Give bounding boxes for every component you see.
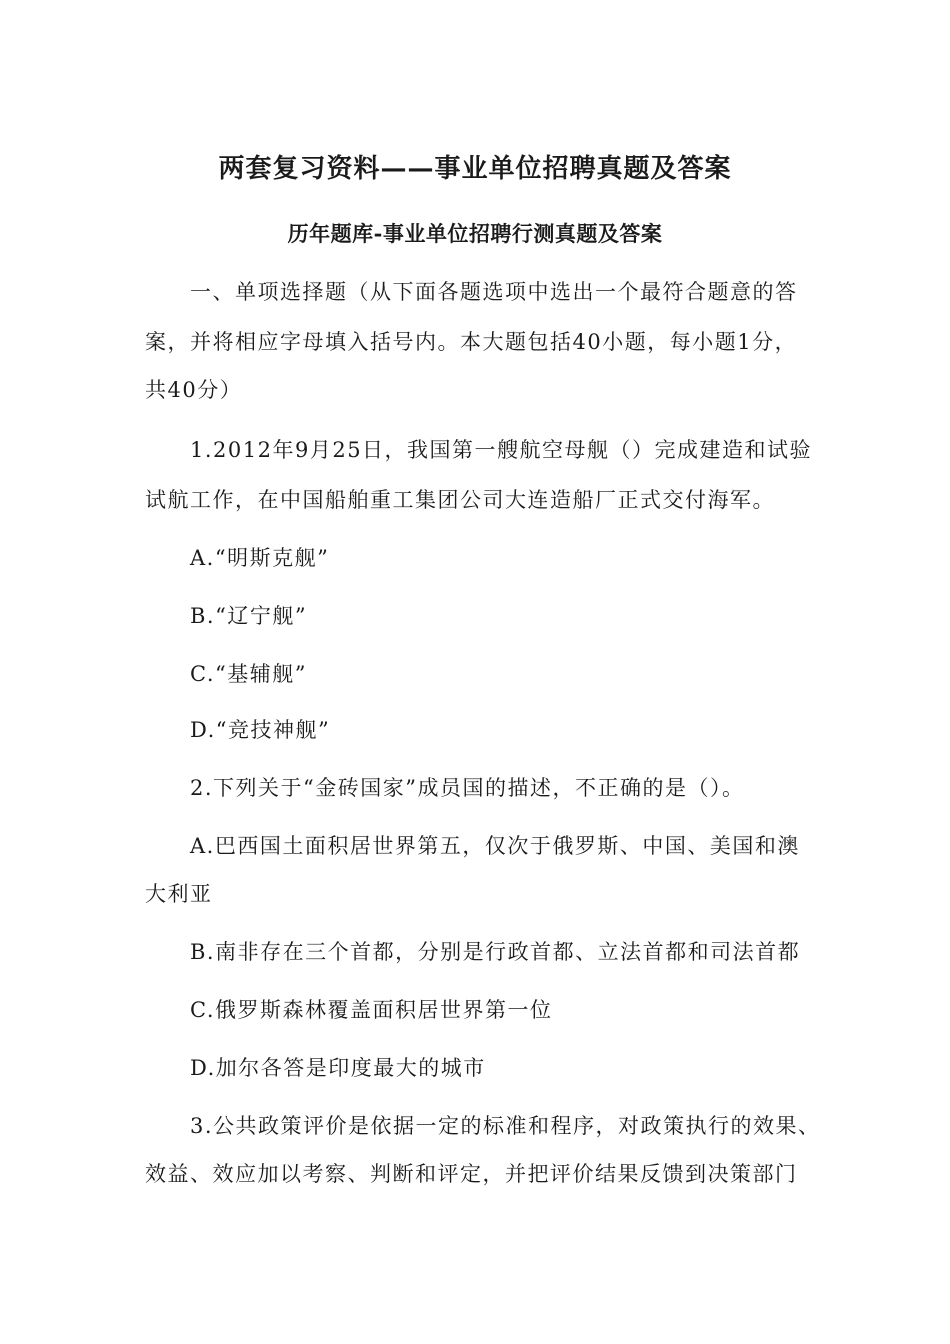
question-2-option-b: B.南非存在三个首都，分别是行政首都、立法首都和司法首都 — [190, 940, 801, 964]
question-2-option-a-line-2: 大利亚 — [145, 882, 213, 906]
question-3-line-1: 3.公共政策评价是依据一定的标准和程序，对政策执行的效果、 — [190, 1114, 821, 1138]
question-2-option-d: D.加尔各答是印度最大的城市 — [190, 1056, 486, 1080]
question-1-option-a: A.“明斯克舰” — [190, 546, 330, 570]
section-heading-line-1: 一、单项选择题（从下面各题选项中选出一个最符合题意的答 — [190, 280, 798, 304]
question-2-stem: 2.下列关于“金砖国家”成员国的描述，不正确的是（）。 — [190, 776, 745, 800]
document-subtitle: 历年题库-事业单位招聘行测真题及答案 — [287, 221, 663, 246]
question-2-option-a-line-1: A.巴西国土面积居世界第五，仅次于俄罗斯、中国、美国和澳 — [190, 834, 800, 858]
question-1-line-2: 试航工作，在中国船舶重工集团公司大连造船厂正式交付海军。 — [145, 488, 775, 512]
question-1-line-1: 1.2012年9月25日，我国第一艘航空母舰（）完成建造和试验 — [190, 438, 813, 462]
section-heading-line-2: 案，并将相应字母填入括号内。本大题包括40小题，每小题1分， — [145, 330, 798, 354]
question-3-line-2: 效益、效应加以考察、判断和评定，并把评价结果反馈到决策部门 — [145, 1162, 798, 1186]
document-title: 两套复习资料——事业单位招聘真题及答案 — [218, 154, 732, 184]
question-2-option-c: C.俄罗斯森林覆盖面积居世界第一位 — [190, 998, 553, 1022]
question-1-option-d: D.“竞技神舰” — [190, 718, 331, 742]
question-1-option-b: B.“辽宁舰” — [190, 604, 308, 628]
question-1-option-c: C.“基辅舰” — [190, 662, 307, 686]
section-heading-line-3: 共40分） — [145, 378, 243, 402]
